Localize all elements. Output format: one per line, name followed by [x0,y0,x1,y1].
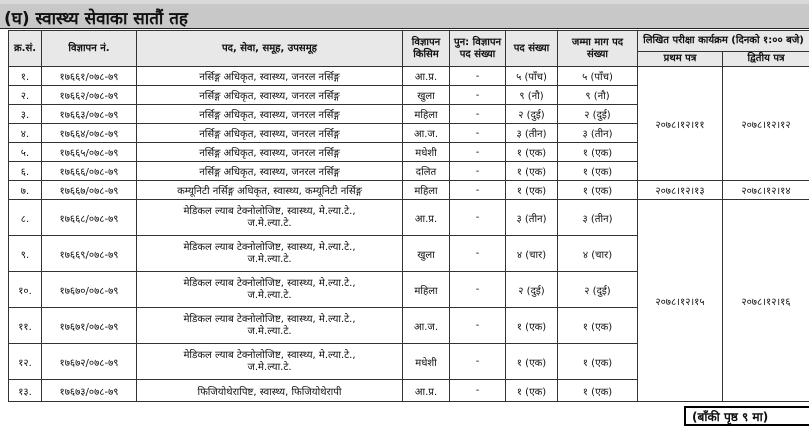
cell-readvertised: - [450,200,506,236]
header-row [9,31,809,52]
post-line-1: मेडिकल ल्याब टेक्नोलोजिष्ट, स्वास्थ्य, मे.ल्या.टे., [183,278,355,289]
cell-post: फिजियोथेरापिष्ट, स्वास्थ्य, फिजियोथेरापी [137,380,403,402]
cell-posts: ४ (चार) [506,236,558,272]
cell-total: १ (एक) [558,308,638,344]
continued-note: (बाँकी पृष्ठ ९ मा) [684,406,809,426]
cell-ad-no: १७६६५/०७८-७९ [42,143,137,162]
cell-posts: २ (दुई) [506,272,558,308]
cell-posts: १ (एक) [506,181,558,200]
cell-total: ५ (पाँच) [558,67,638,86]
cell-posts: १ (एक) [506,344,558,380]
cell-ad-type: मधेशी [403,344,450,380]
post-line-2: ज.मे.ल्या.टे. [247,362,291,373]
post-line-1: मेडिकल ल्याब टेक्नोलोजिष्ट, स्वास्थ्य, मे.ल्या.टे., [183,350,355,361]
cell-ad-no: १७६६४/०७८-७९ [42,124,137,143]
cell-posts: १ (एक) [506,308,558,344]
cell-sn: १२. [9,344,42,380]
cell-ad-type: खुला [403,86,450,105]
cell-posts: ३ (तीन) [506,124,558,143]
header-paper1: प्रथम पत्र [638,52,723,67]
cell-sn: ११. [9,308,42,344]
cell-total: ९ (नौ) [558,86,638,105]
cell-total: १ (एक) [558,344,638,380]
cell-sn: ७. [9,181,42,200]
table-row [9,200,809,236]
post-line-2: ज.मे.ल्या.टे. [247,290,291,301]
cell-ad-type: आ.ज. [403,124,450,143]
post-line-2: ज.मे.ल्या.टे. [247,326,291,337]
cell-sn: ४. [9,124,42,143]
cell-ad-type: खुला [403,236,450,272]
cell-post: नर्सिङ्ग अधिकृत, स्वास्थ्य, जनरल नर्सिङ्ग [137,105,403,124]
cell-sn: ९. [9,236,42,272]
cell-posts: १ (एक) [506,380,558,402]
post-line-1: मेडिकल ल्याब टेक्नोलोजिष्ट, स्वास्थ्य, मे.ल्या.टे., [183,206,355,217]
cell-ad-type: आ.प्र. [403,67,450,86]
cell-sn: २. [9,86,42,105]
cell-post [137,308,403,344]
post-line-2: ज.मे.ल्या.टे. [247,218,291,229]
header-sn: क्र.सं. [9,31,42,67]
cell-readvertised: - [450,143,506,162]
header-total-demand: जम्मा माग पद संख्या [558,31,638,67]
section-header [0,4,809,29]
table-row [9,67,809,86]
cell-post [137,200,403,236]
vacancy-table [8,30,809,402]
cell-total: ४ (चार) [558,236,638,272]
cell-posts: १ (एक) [506,143,558,162]
cell-posts: २ (दुई) [506,105,558,124]
cell-paper1-date: २०७८।१२।१५ [638,200,723,402]
cell-paper1-date: २०७८।१२।११ [638,67,723,181]
header-ad-type: विज्ञापन किसिम [403,31,450,67]
cell-ad-no: १७६७०/०७८-७९ [42,272,137,308]
cell-readvertised: - [450,344,506,380]
cell-post: नर्सिङ्ग अधिकृत, स्वास्थ्य, जनरल नर्सिङ्ग [137,67,403,86]
cell-ad-type: आ.प्र. [403,200,450,236]
cell-post: नर्सिङ्ग अधिकृत, स्वास्थ्य, जनरल नर्सिङ्ग [137,162,403,181]
header-posts-count: पद संख्या [506,31,558,67]
cell-readvertised: - [450,67,506,86]
cell-readvertised: - [450,105,506,124]
cell-paper2-date: २०७८।१२।१४ [723,181,809,200]
cell-ad-type: आ.ज. [403,308,450,344]
post-line-1: मेडिकल ल्याब टेक्नोलोजिष्ट, स्वास्थ्य, मे.ल्या.टे., [183,242,355,253]
cell-posts: १ (एक) [506,162,558,181]
cell-readvertised: - [450,181,506,200]
cell-total: २ (दुई) [558,105,638,124]
cell-readvertised: - [450,308,506,344]
header-paper2: द्वितीय पत्र [723,52,809,67]
cell-ad-no: १७६६७/०७८-७९ [42,181,137,200]
header-readvertised: पुन: विज्ञापन पद संख्या [450,31,506,67]
cell-ad-no: १७६६३/०७८-७९ [42,105,137,124]
cell-total: ३ (तीन) [558,124,638,143]
cell-post: नर्सिङ्ग अधिकृत, स्वास्थ्य, जनरल नर्सिङ्ग [137,124,403,143]
post-line-1: मेडिकल ल्याब टेक्नोलोजिष्ट, स्वास्थ्य, मे.ल्या.टे., [183,314,355,325]
section-title: (घ) स्वास्थ्य सेवाका सातौं तह [4,6,188,29]
cell-ad-no: १७६६६/०७८-७९ [42,162,137,181]
cell-sn: १०. [9,272,42,308]
cell-ad-no: १७६६८/०७८-७९ [42,200,137,236]
cell-readvertised: - [450,236,506,272]
cell-posts: ९ (नौ) [506,86,558,105]
cell-post: नर्सिङ्ग अधिकृत, स्वास्थ्य, जनरल नर्सिङ्ग [137,143,403,162]
cell-sn: ३. [9,105,42,124]
cell-post [137,272,403,308]
cell-total: २ (दुई) [558,272,638,308]
cell-readvertised: - [450,124,506,143]
cell-ad-type: मधेशी [403,143,450,162]
cell-posts: ३ (तीन) [506,200,558,236]
cell-sn: ६. [9,162,42,181]
table-row [9,181,809,200]
cell-ad-no: १७६७३/०७८-७९ [42,380,137,402]
header-exam-schedule: लिखित परीक्षा कार्यक्रम (दिनको १:०० बजे) [638,31,809,52]
cell-post [137,344,403,380]
cell-paper1-date: २०७८।१२।१३ [638,181,723,200]
cell-posts: ५ (पाँच) [506,67,558,86]
cell-ad-type: आ.प्र. [403,380,450,402]
cell-ad-type: महिला [403,272,450,308]
cell-readvertised: - [450,272,506,308]
cell-total: १ (एक) [558,162,638,181]
cell-readvertised: - [450,86,506,105]
cell-post: कम्यूनिटी नर्सिङ्ग अधिकृत, स्वास्थ्य, कम्यूनिटी नर्सिङ्ग [137,181,403,200]
cell-post [137,236,403,272]
cell-sn: ८. [9,200,42,236]
cell-sn: ५. [9,143,42,162]
cell-ad-no: १७६६१/०७८-७९ [42,67,137,86]
cell-sn: १३. [9,380,42,402]
cell-post: नर्सिङ्ग अधिकृत, स्वास्थ्य, जनरल नर्सिङ्ग [137,86,403,105]
cell-ad-no: १७६६९/०७८-७९ [42,236,137,272]
cell-ad-no: १७६७२/०७८-७९ [42,344,137,380]
cell-ad-type: महिला [403,105,450,124]
cell-paper2-date: २०७८।१२।१२ [723,67,809,181]
header-post: पद, सेवा, समूह, उपसमूह [137,31,403,67]
cell-ad-type: दलित [403,162,450,181]
cell-paper2-date: २०७८।१२।१६ [723,200,809,402]
cell-readvertised: - [450,380,506,402]
cell-total: ३ (तीन) [558,200,638,236]
header-ad-no: विज्ञापन नं. [42,31,137,67]
cell-total: १ (एक) [558,380,638,402]
cell-readvertised: - [450,162,506,181]
cell-ad-type: महिला [403,181,450,200]
cell-total: १ (एक) [558,181,638,200]
post-line-2: ज.मे.ल्या.टे. [247,254,291,265]
cell-total: १ (एक) [558,143,638,162]
cell-ad-no: १७६७१/०७८-७९ [42,308,137,344]
cell-sn: १. [9,67,42,86]
cell-ad-no: १७६६२/०७८-७९ [42,86,137,105]
